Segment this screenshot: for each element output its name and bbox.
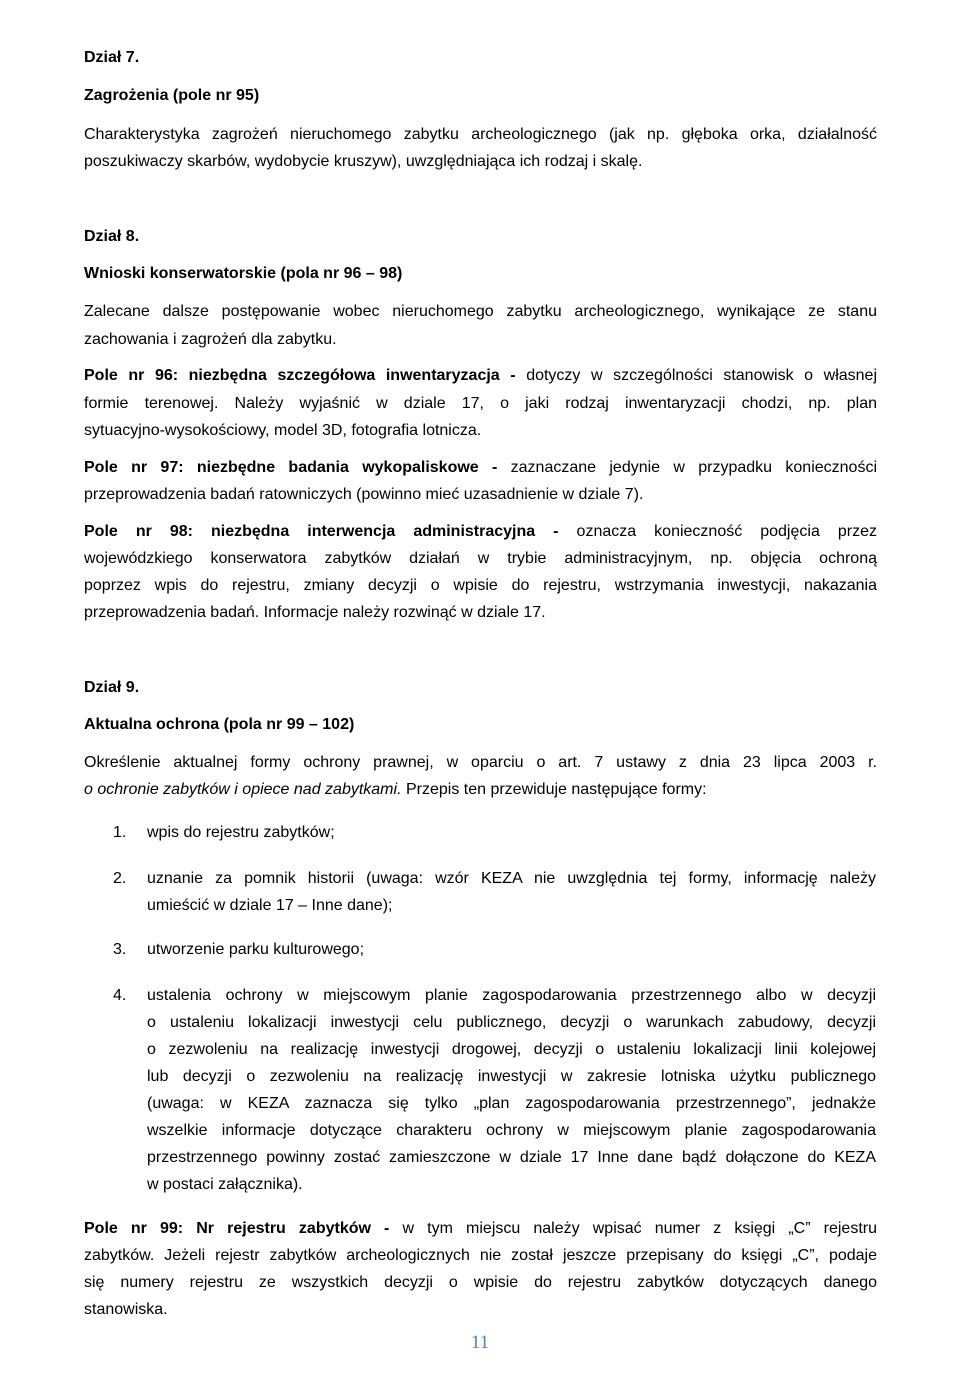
field-97-line-2: przeprowadzenia badań ratowniczych (powinno mieć uzasadnienie w dziale 7).	[84, 486, 644, 503]
field-97-line-1	[84, 458, 877, 478]
field-99-text: w tym miejscu należy wpisać numer z księgi „C” rejestru	[389, 1220, 878, 1237]
field-96-line-2: formie terenowej. Należy wyjaśnić w dziale 17, o jaki rodzaj inwentaryzacji chodzi, np. plan	[84, 395, 877, 412]
list-item-4-line-8: w postaci załącznika).	[147, 1176, 303, 1193]
list-item-3-number: 3.	[113, 941, 127, 958]
list-item-4-number: 4.	[113, 987, 127, 1004]
list-item-4-line-4: lub decyzji o zezwoleniu na realizację inwestycji w zakresie lotniska użytku publicznego	[147, 1068, 876, 1085]
list-item-4-line-2: o ustaleniu lokalizacji inwestycji celu publicznego, decyzji o warunkach zabudowy, decyzji	[147, 1014, 876, 1031]
page-number: 11	[470, 1332, 490, 1353]
field-99-line-2: zabytków. Jeżeli rejestr zabytków archeologicznych nie został jeszcze przepisany do księgi „C”, podaje	[84, 1247, 877, 1264]
list-item-4-line-5: (uwaga: w KEZA zaznacza się tylko „plan zagospodarowania przestrzennego”, jednakże	[147, 1095, 876, 1112]
field-98-line-2: wojewódzkiego konserwatora zabytków działań w trybie administracyjnym, np. objęcia ochroną	[84, 550, 877, 567]
section-8-title: Wnioski konserwatorskie (pola nr 96 – 98)	[84, 265, 403, 282]
list-item-4-line-7: przestrzennego powinny zostać zamieszczone w dziale 17 Inne dane bądź dołączone do KEZA	[147, 1149, 876, 1166]
field-97-text: zaznaczane jedynie w przypadku konieczności	[497, 459, 878, 476]
section-9-intro-line-1: Określenie aktualnej formy ochrony prawnej, w oparciu o art. 7 ustawy z dnia 23 lipca 2003 r.	[84, 754, 877, 771]
field-97-label: Pole nr 97: niezbędne badania wykopaliskowe -	[84, 459, 498, 476]
list-item-1-line-1: wpis do rejestru zabytków;	[147, 824, 335, 841]
list-item-4-line-6: wszelkie informacje dotyczące charakteru ochrony w miejscowym planie zagospodarowania	[147, 1122, 876, 1139]
field-98-line-3: poprzez wpis do rejestru, zmiany decyzji o wpisie do rejestru, wstrzymania inwestycji, nakazania	[84, 577, 877, 594]
section-7-body-line-1: Charakterystyka zagrożeń nieruchomego zabytku archeologicznego (jak np. głęboka orka, działalność	[84, 126, 877, 143]
section-9-heading: Dział 9.	[84, 679, 140, 696]
field-98-label: Pole nr 98: niezbędna interwencja administracyjna -	[84, 523, 559, 540]
section-8-intro-line-2: zachowania i zagrożeń dla zabytku.	[84, 331, 337, 348]
field-98-line-1	[84, 522, 877, 542]
field-96-line-3: sytuacyjno-wysokościowy, model 3D, fotografia lotnicza.	[84, 422, 482, 439]
section-7-heading: Dział 7.	[84, 49, 140, 66]
section-8-heading: Dział 8.	[84, 228, 140, 245]
list-item-2-number: 2.	[113, 870, 127, 887]
act-title: o ochronie zabytków i opiece nad zabytkami.	[84, 781, 402, 798]
list-item-2-line-1: uznanie za pomnik historii (uwaga: wzór KEZA nie uwzględnia tej formy, informację należy	[147, 870, 876, 887]
field-99-label: Pole nr 99: Nr rejestru zabytków -	[84, 1220, 390, 1237]
section-9-intro-line-2	[84, 780, 707, 800]
section-9-title: Aktualna ochrona (pola nr 99 – 102)	[84, 716, 355, 733]
section-7-body-line-2: poszukiwaczy skarbów, wydobycie kruszyw), uwzględniająca ich rodzaj i skalę.	[84, 153, 643, 170]
field-98-line-4: przeprowadzenia badań. Informacje należy rozwinąć w dziale 17.	[84, 604, 546, 621]
list-item-3-line-1: utworzenie parku kulturowego;	[147, 941, 365, 958]
field-98-text: oznacza konieczność podjęcia przez	[558, 523, 877, 540]
list-item-4-line-3: o zezwoleniu na realizację inwestycji drogowej, decyzji o ustaleniu lokalizacji linii kolejowej	[147, 1041, 876, 1058]
field-99-line-1	[84, 1219, 877, 1239]
list-item-1-number: 1.	[113, 824, 127, 841]
field-99-line-4: stanowiska.	[84, 1301, 168, 1318]
field-96-label: Pole nr 96: niezbędna szczegółowa inwentaryzacja -	[84, 367, 516, 384]
section-7-title: Zagrożenia (pole nr 95)	[84, 87, 260, 104]
section-9-intro-rest: Przepis ten przewiduje następujące formy:	[401, 781, 707, 798]
field-99-line-3: się numery rejestru ze wszystkich decyzji o wpisie do rejestru zabytków dotyczących danego	[84, 1274, 877, 1291]
field-96-text: dotyczy w szczególności stanowisk o własnej	[515, 367, 878, 384]
field-96-line-1	[84, 366, 877, 386]
list-item-4-line-1: ustalenia ochrony w miejscowym planie zagospodarowania przestrzennego albo w decyzji	[147, 987, 876, 1004]
list-item-2-line-2: umieścić w dziale 17 – Inne dane);	[147, 897, 393, 914]
section-8-intro-line-1: Zalecane dalsze postępowanie wobec nieruchomego zabytku archeologicznego, wynikające ze stanu	[84, 303, 877, 320]
